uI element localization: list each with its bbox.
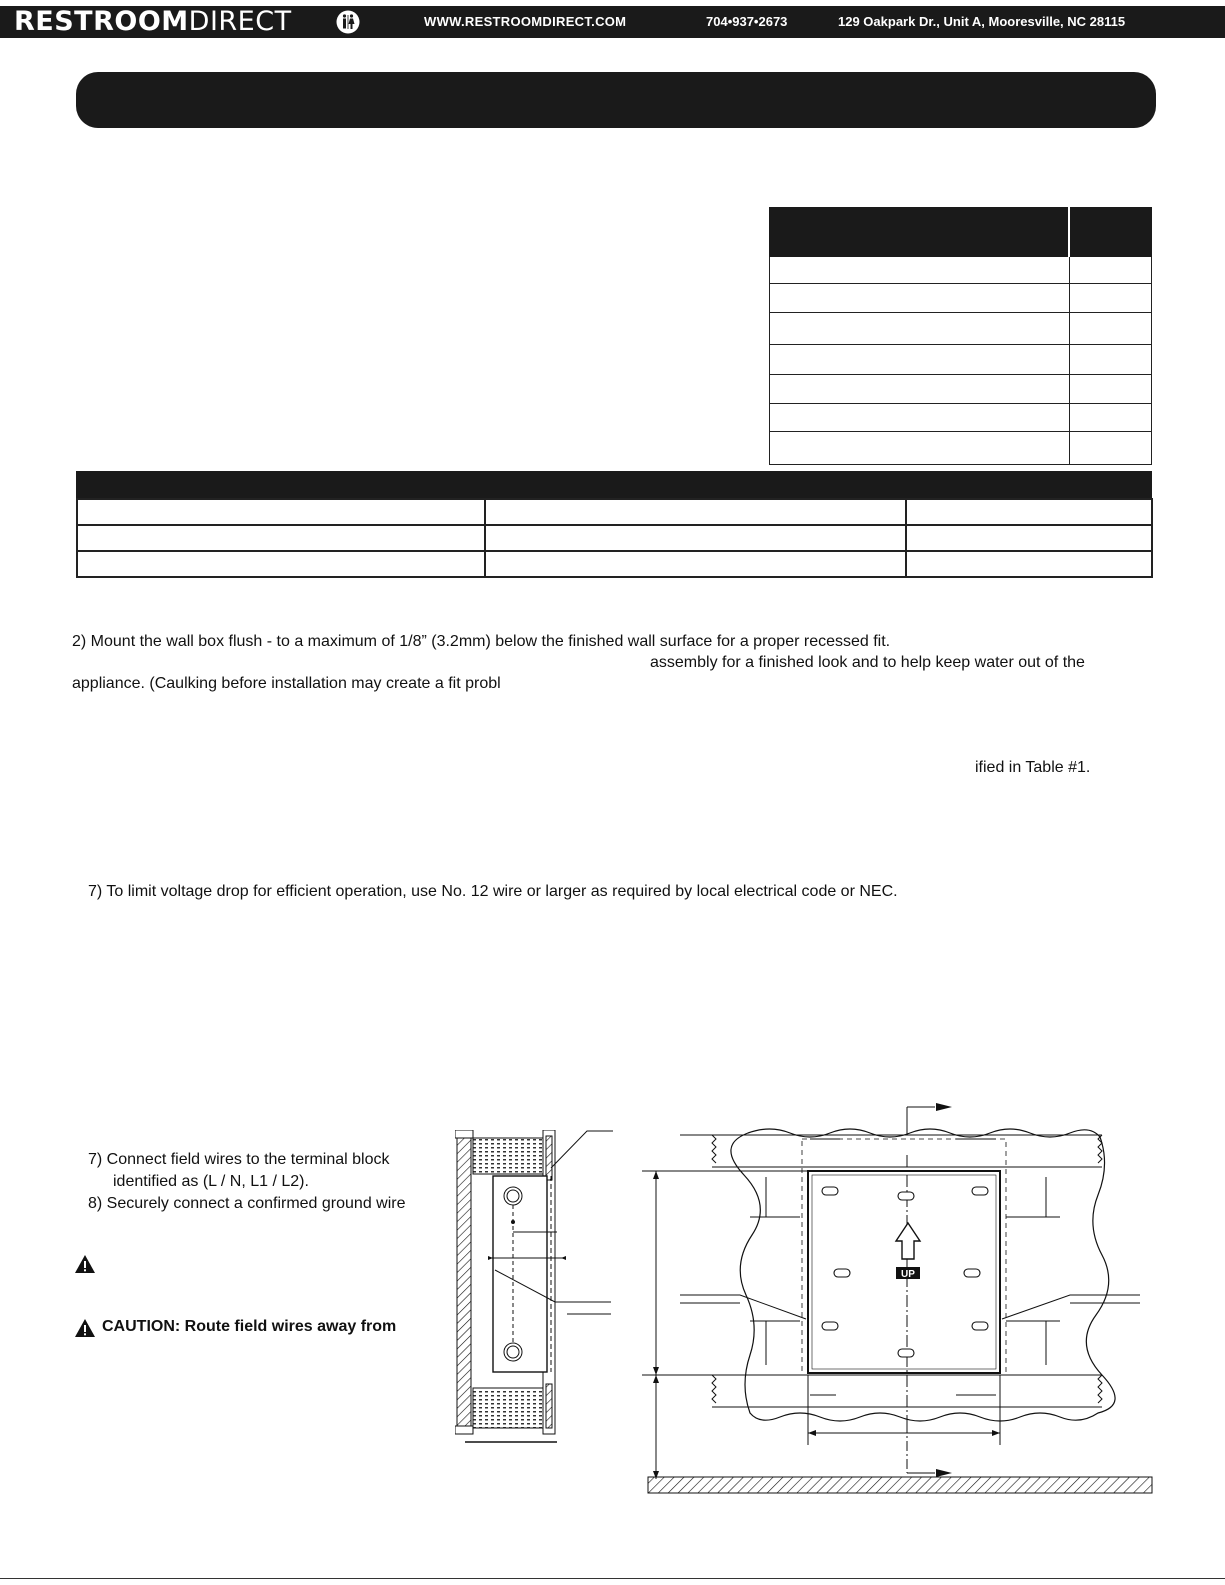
wall-box-front-elevation-drawing bbox=[640, 1095, 1160, 1515]
table-cell bbox=[485, 551, 906, 577]
table-cell bbox=[770, 345, 1070, 375]
table-cell bbox=[485, 525, 906, 551]
table-cell bbox=[770, 284, 1070, 313]
table-row bbox=[770, 345, 1152, 375]
header-address: 129 Oakpark Dr., Unit A, Mooresville, NC 28115 bbox=[838, 14, 1126, 29]
step-8-ground: 8) Securely connect a confirmed ground wire bbox=[88, 1195, 406, 1212]
table-cell bbox=[906, 525, 1152, 551]
table-row bbox=[770, 375, 1152, 404]
step-7-connect-cont: identified as (L / N, L1 / L2). bbox=[113, 1173, 309, 1190]
table-row bbox=[770, 404, 1152, 432]
table-cell bbox=[770, 313, 1070, 345]
warning-triangle-icon bbox=[74, 1318, 96, 1338]
table-row bbox=[770, 257, 1152, 284]
brand-bold: RESTROOM bbox=[14, 6, 189, 37]
table-cell bbox=[770, 404, 1070, 432]
brand-light: DIRECT bbox=[188, 6, 292, 37]
table-cell bbox=[1069, 375, 1151, 404]
table-cell bbox=[1069, 284, 1151, 313]
table-cell bbox=[770, 432, 1070, 465]
table-cell bbox=[1069, 404, 1151, 432]
table-header-cell bbox=[1069, 208, 1151, 257]
footer-rule bbox=[0, 1578, 1225, 1579]
table-reference: ified in Table #1. bbox=[975, 759, 1091, 776]
table-row bbox=[77, 551, 1152, 577]
header-url[interactable]: WWW.RESTROOMDIRECT.COM bbox=[424, 14, 627, 29]
header-phone[interactable]: 704•937•2673 bbox=[706, 14, 788, 29]
wall-box-side-section-drawing bbox=[455, 1130, 615, 1460]
step-7-connect: 7) Connect field wires to the terminal block bbox=[88, 1151, 390, 1168]
wiring-table-header bbox=[76, 471, 1152, 498]
warning-triangle-icon bbox=[74, 1254, 96, 1274]
step-2-line-3: appliance. (Caulking before installation may create a fit probl bbox=[72, 675, 501, 692]
table-cell bbox=[1069, 257, 1151, 284]
wiring-table bbox=[76, 498, 1153, 578]
table-row bbox=[77, 499, 1152, 525]
step-2-line-2: assembly for a finished look and to help keep water out of the bbox=[650, 654, 1085, 671]
restroom-person-icon bbox=[336, 10, 360, 34]
page-title-bar bbox=[76, 72, 1156, 128]
table-header-cell bbox=[770, 208, 1070, 257]
table-cell bbox=[770, 257, 1070, 284]
table-cell bbox=[1069, 432, 1151, 465]
table-cell bbox=[906, 499, 1152, 525]
table-row bbox=[770, 432, 1152, 465]
up-label: UP bbox=[901, 1269, 915, 1280]
table-row bbox=[770, 313, 1152, 345]
caution-text: CAUTION: Route field wires away from bbox=[102, 1318, 397, 1335]
table-cell bbox=[77, 551, 485, 577]
table-cell bbox=[770, 375, 1070, 404]
brand-logo bbox=[14, 7, 292, 37]
table-cell bbox=[485, 499, 906, 525]
table-row bbox=[770, 284, 1152, 313]
header-bar bbox=[0, 6, 1225, 38]
specs-table bbox=[769, 207, 1152, 465]
step-7-wire-size: 7) To limit voltage drop for efficient operation, use No. 12 wire or larger as required by local electrical code or NEC. bbox=[88, 883, 898, 900]
table-row bbox=[77, 525, 1152, 551]
table-cell bbox=[77, 525, 485, 551]
table-cell bbox=[1069, 313, 1151, 345]
table-cell bbox=[77, 499, 485, 525]
table-cell bbox=[906, 551, 1152, 577]
step-2-line-1: 2) Mount the wall box flush - to a maximum of 1/8” (3.2mm) below the finished wall surface for a proper recessed fit. bbox=[72, 633, 891, 650]
table-cell bbox=[1069, 345, 1151, 375]
table-header-row bbox=[770, 208, 1152, 257]
